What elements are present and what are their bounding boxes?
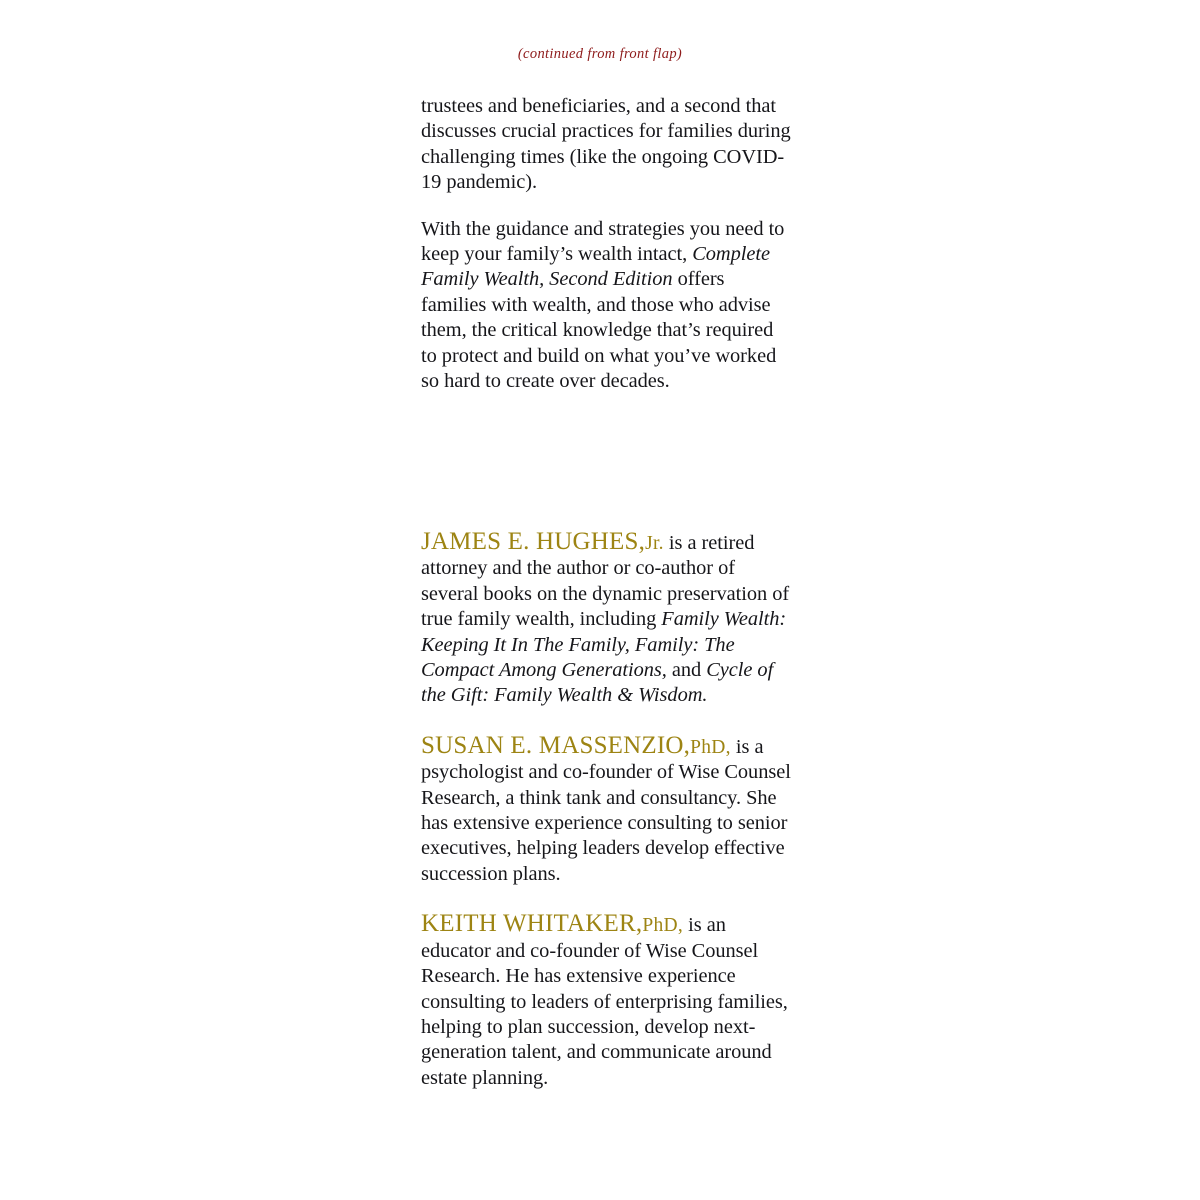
book-title-complete-family-wealth: Complete Family Wealth, Second Edition: [421, 243, 770, 291]
author-bios-section: [421, 529, 793, 1091]
author-name-whitaker: [421, 910, 683, 937]
intro-paragraph-2: [421, 217, 793, 395]
author-hughes-works-1: Family Wealth: Keeping It In The Family, Family: The Compact Among Generations,: [421, 608, 787, 682]
author-hughes-works-joiner: and: [666, 659, 707, 682]
author-name-hughes: [421, 528, 664, 555]
author-name-whitaker-suffix: PhD,: [642, 915, 684, 937]
author-bio-whitaker: [421, 911, 793, 1091]
author-hughes-works-2: Cycle of the Gift: Family Wealth & Wisdom.: [421, 659, 774, 707]
author-name-massenzio-suffix: PhD,: [690, 736, 731, 758]
author-name-massenzio-main: SUSAN E. MASSENZIO,: [421, 731, 691, 759]
intro-text-column: [421, 94, 793, 394]
author-name-hughes-main: JAMES E. HUGHES,: [421, 528, 646, 555]
author-name-hughes-suffix: Jr.: [645, 533, 664, 554]
author-bio-massenzio: [421, 733, 793, 887]
author-bio-hughes-text-a: is a retired attorney and the author or co-author of several books on the dynamic preservation of true family wealth, including: [421, 532, 790, 631]
intro-paragraph-2-tail: offers families with wealth, and those who advise them, the critical knowledge that’s required to protect and build on what you’ve worked so hard to create over decades.: [421, 268, 777, 393]
author-bio-massenzio-text: is a psychologist and co-founder of Wise Counsel Research, a think tank and consultancy. She has extensive experience consulting to senior executives, helping leaders develop effective succession plans.: [421, 735, 791, 885]
author-bio-whitaker-text: is an educator and co-founder of Wise Counsel Research. He has extensive experience consulting to leaders of enterprising families, helping to plan succession, develop next-generation talent, and communicate around estate planning.: [421, 914, 788, 1089]
author-bio-hughes: [421, 529, 793, 709]
author-name-whitaker-main: KEITH WHITAKER,: [421, 910, 643, 938]
intro-paragraph-2-lead: With the guidance and strategies you need to keep your family’s wealth intact,: [421, 217, 785, 266]
intro-paragraph-1: trustees and beneficiaries, and a second that discusses crucial practices for families during challenging times (like the ongoing COVID-19 pandemic).: [421, 95, 791, 194]
continued-from-front-flap-note: (continued from front flap): [517, 46, 683, 62]
author-name-massenzio: [421, 732, 731, 759]
